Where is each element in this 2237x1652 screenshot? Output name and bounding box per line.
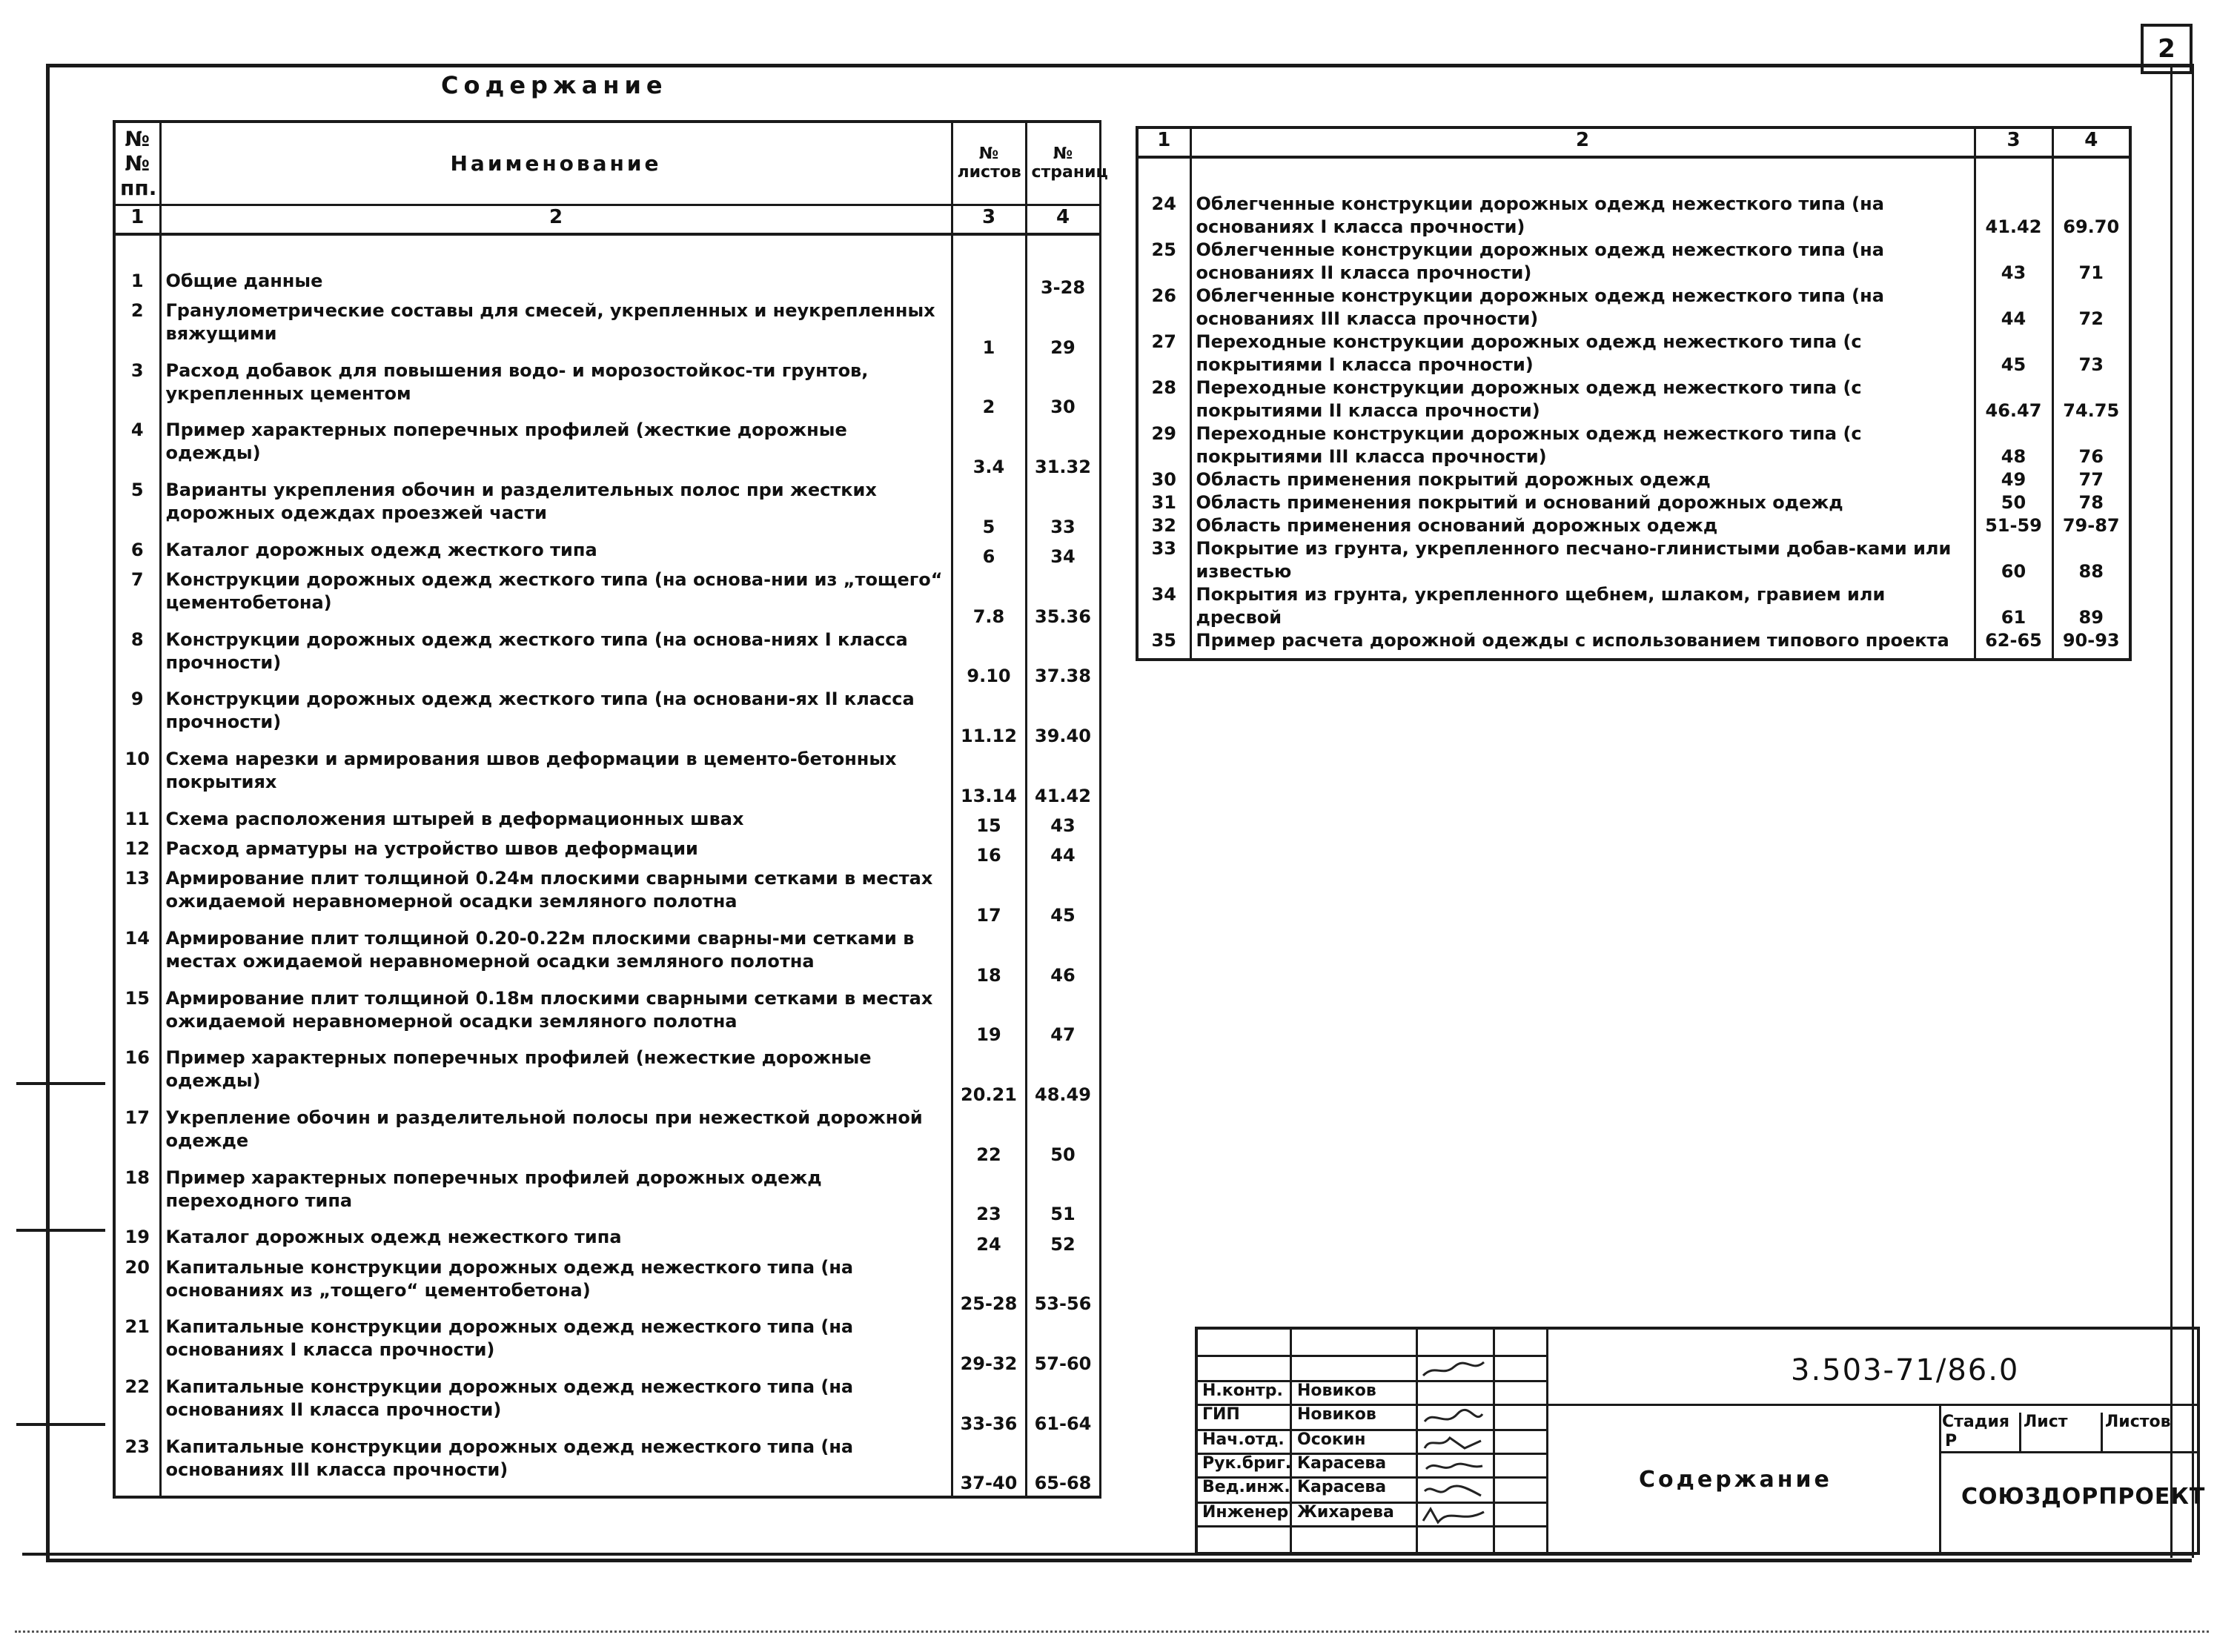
margin-tick [16, 1229, 105, 1232]
table-row [114, 987, 1100, 1047]
row-number: 18 [114, 1167, 160, 1227]
row-name: Облегченные конструкции дорожных одежд нежесткого типа (на основаниях III класса прочности) [1190, 285, 1975, 331]
row-sheets: 44 [1975, 285, 2052, 331]
row-number: 29 [1137, 422, 1190, 468]
table-row [1137, 285, 2130, 331]
row-name: Расход добавок для повышения водо- и морозостойкос-ти грунтов, укрепленных цементом [160, 359, 952, 419]
row-sheets: 9.10 [952, 628, 1026, 689]
row-sheets: 45 [1975, 331, 2052, 376]
row-pages: 33 [1026, 479, 1100, 539]
stamp-role: ГИП [1202, 1405, 1240, 1424]
col-header-pages: № страниц [1026, 122, 1100, 205]
row-number: 11 [114, 808, 160, 837]
row-pages: 88 [2052, 537, 2130, 583]
row-number: 13 [114, 867, 160, 927]
row-pages: 65-68 [1026, 1436, 1100, 1496]
row-number: 21 [114, 1316, 160, 1376]
row-sheets [952, 270, 1026, 299]
row-number: 30 [1137, 468, 1190, 491]
row-name: Общие данные [160, 270, 952, 299]
row-sheets: 25-28 [952, 1256, 1026, 1316]
table-row [1137, 193, 2130, 239]
document-code: 3.503-71/86.0 [1791, 1353, 2020, 1387]
stamp-divider [1416, 1330, 1418, 1552]
row-number: 32 [1137, 514, 1190, 537]
row-name: Конструкции дорожных одежд жесткого типа (на основани-ях II класса прочности) [160, 688, 952, 748]
stamp-divider [1493, 1330, 1495, 1552]
col-header-name: Наименование [160, 122, 952, 205]
empty-cell [1190, 652, 1975, 660]
table-filler-row [1137, 652, 2130, 660]
empty-cell [114, 1495, 160, 1497]
table-row [1137, 331, 2130, 376]
empty-cell [1137, 652, 1190, 660]
table-row [1137, 514, 2130, 537]
row-sheets: 1 [952, 299, 1026, 359]
row-sheets: 6 [952, 539, 1026, 568]
margin-tick [16, 1082, 105, 1085]
table-row [114, 1436, 1100, 1496]
row-name: Варианты укрепления обочин и разделительных полос при жестких дорожных одеждах проезжей части [160, 479, 952, 539]
row-name: Пример характерных поперечных профилей дорожных одежд переходного типа [160, 1167, 952, 1227]
row-pages: 69.70 [2052, 193, 2130, 239]
row-pages: 78 [2052, 491, 2130, 514]
row-sheets: 15 [952, 808, 1026, 837]
row-sheets: 29-32 [952, 1316, 1026, 1376]
row-name: Укрепление обочин и разделительной полосы при нежесткой дорожной одежде [160, 1107, 952, 1167]
row-sheets: 23 [952, 1167, 1026, 1227]
row-sheets: 20.21 [952, 1046, 1026, 1107]
table-row [114, 628, 1100, 689]
table-row [1137, 376, 2130, 422]
row-name: Облегченные конструкции дорожных одежд нежесткого типа (на основаниях I класса прочности) [1190, 193, 1975, 239]
signature-icon [1420, 1456, 1487, 1478]
stamp-name: Новиков [1297, 1405, 1376, 1424]
stamp-role: Рук.бриг. [1202, 1454, 1292, 1473]
row-name: Гранулометрические составы для смесей, укрепленных и неукрепленных вяжущими [160, 299, 952, 359]
row-name: Облегченные конструкции дорожных одежд нежесткого типа (на основаниях II класса прочности) [1190, 239, 1975, 285]
row-pages: 71 [2052, 239, 2130, 285]
row-pages: 41.42 [1026, 748, 1100, 808]
contents-table-left-body [114, 234, 1100, 1498]
row-pages: 79-87 [2052, 514, 2130, 537]
table-row [114, 1316, 1100, 1376]
col-number: 3 [952, 205, 1026, 234]
row-sheets: 33-36 [952, 1376, 1026, 1436]
row-name: Переходные конструкции дорожных одежд нежесткого типа (с покрытиями II класса прочности) [1190, 376, 1975, 422]
row-pages: 39.40 [1026, 688, 1100, 748]
row-number: 12 [114, 837, 160, 867]
margin-tick [16, 1423, 105, 1426]
row-name: Схема расположения штырей в деформационных швах [160, 808, 952, 837]
signature-icon [1420, 1505, 1487, 1527]
stamp-name: Новиков [1297, 1381, 1376, 1400]
row-number: 10 [114, 748, 160, 808]
row-number: 7 [114, 568, 160, 628]
col-header-sheets: № листов [952, 122, 1026, 205]
row-name: Пример характерных поперечных профилей (жесткие дорожные одежды) [160, 419, 952, 479]
col-number: 2 [160, 205, 952, 234]
row-pages: 35.36 [1026, 568, 1100, 628]
row-number: 1 [114, 270, 160, 299]
row-number: 35 [1137, 629, 1190, 652]
row-name: Переходные конструкции дорожных одежд нежесткого типа (с покрытиями I класса прочности) [1190, 331, 1975, 376]
table-row [114, 748, 1100, 808]
row-name: Армирование плит толщиной 0.24м плоскими сварными сетками в местах ожидаемой неравномерной осадки земляного полотна [160, 867, 952, 927]
sheets-total-label: Листов [2105, 1413, 2171, 1431]
table-row [1137, 468, 2130, 491]
row-sheets: 46.47 [1975, 376, 2052, 422]
stage-value: Р [1945, 1432, 1958, 1450]
table-row [114, 568, 1100, 628]
stamp-role: Нач.отд. [1202, 1430, 1285, 1449]
scan-edge-line [15, 1631, 2209, 1633]
table-row [114, 479, 1100, 539]
empty-cell [1975, 652, 2052, 660]
stamp-rule [1198, 1355, 1546, 1357]
col-number: 2 [1190, 127, 1975, 157]
col-number: 3 [1975, 127, 2052, 157]
row-name: Область применения оснований дорожных одежд [1190, 514, 1975, 537]
row-name: Каталог дорожных одежд нежесткого типа [160, 1226, 952, 1255]
row-pages: 34 [1026, 539, 1100, 568]
row-sheets: 37-40 [952, 1436, 1026, 1496]
row-name: Схема нарезки и армирования швов деформации в цементо-бетонных покрытиях [160, 748, 952, 808]
stage-sheet-grid [1939, 1413, 2197, 1451]
signature-icon [1420, 1358, 1487, 1380]
row-pages: 90-93 [2052, 629, 2130, 652]
table-row [114, 688, 1100, 748]
row-number: 24 [1137, 193, 1190, 239]
row-sheets: 3.4 [952, 419, 1026, 479]
row-sheets: 61 [1975, 583, 2052, 629]
contents-table-right-body [1137, 157, 2130, 660]
row-number: 27 [1137, 331, 1190, 376]
row-pages: 46 [1026, 927, 1100, 987]
row-name: Каталог дорожных одежд жесткого типа [160, 539, 952, 568]
row-sheets: 50 [1975, 491, 2052, 514]
table-row [1137, 537, 2130, 583]
row-number: 4 [114, 419, 160, 479]
row-name: Пример расчета дорожной одежды с использованием типового проекта [1190, 629, 1975, 652]
table-row [114, 270, 1100, 299]
row-number: 5 [114, 479, 160, 539]
row-number: 8 [114, 628, 160, 689]
row-sheets: 7.8 [952, 568, 1026, 628]
stamp-rule [1939, 1451, 2197, 1453]
row-sheets: 48 [1975, 422, 2052, 468]
row-pages: 37.38 [1026, 628, 1100, 689]
row-name: Расход арматуры на устройство швов деформации [160, 837, 952, 867]
row-sheets: 24 [952, 1226, 1026, 1255]
table-row [1137, 491, 2130, 514]
row-number: 19 [114, 1226, 160, 1255]
table-row [114, 867, 1100, 927]
row-name: Область применения покрытий дорожных одежд [1190, 468, 1975, 491]
row-name: Покрытия из грунта, укрепленного щебнем, шлаком, гравием или дресвой [1190, 583, 1975, 629]
empty-cell [952, 1495, 1026, 1497]
row-pages: 29 [1026, 299, 1100, 359]
col-header-number: №№ пп. [114, 122, 160, 205]
row-sheets: 19 [952, 987, 1026, 1047]
title-block [1195, 1327, 2206, 1555]
row-pages: 31.32 [1026, 419, 1100, 479]
table-row [114, 1167, 1100, 1227]
row-sheets: 13.14 [952, 748, 1026, 808]
row-sheets: 49 [1975, 468, 2052, 491]
row-pages: 44 [1026, 837, 1100, 867]
col-number: 4 [2052, 127, 2130, 157]
stamp-name: Осокин [1297, 1430, 1366, 1449]
table-row [114, 359, 1100, 419]
contents-table-left [113, 120, 1108, 1499]
table-row [114, 1046, 1100, 1107]
row-pages: 51 [1026, 1167, 1100, 1227]
sheet-number: 2 [2141, 24, 2193, 74]
row-name: Армирование плит толщиной 0.20-0.22м плоскими сварны-ми сетками в местах ожидаемой неравномерной осадки земляного полотна [160, 927, 952, 987]
col-number: 4 [1026, 205, 1100, 234]
table-row [114, 299, 1100, 359]
signature-icon [1420, 1479, 1487, 1502]
row-pages: 3-28 [1026, 270, 1100, 299]
row-sheets: 43 [1975, 239, 2052, 285]
row-number: 31 [1137, 491, 1190, 514]
stamp-role: Вед.инж. [1202, 1478, 1290, 1496]
row-pages: 50 [1026, 1107, 1100, 1167]
row-number: 28 [1137, 376, 1190, 422]
row-pages: 52 [1026, 1226, 1100, 1255]
row-sheets: 60 [1975, 537, 2052, 583]
row-pages: 43 [1026, 808, 1100, 837]
row-number: 17 [114, 1107, 160, 1167]
row-name: Армирование плит толщиной 0.18м плоскими сварными сетками в местах ожидаемой неравномерной осадки земляного полотна [160, 987, 952, 1047]
row-number: 22 [114, 1376, 160, 1436]
row-sheets: 62-65 [1975, 629, 2052, 652]
row-name: Конструкции дорожных одежд жесткого типа (на основа-нии из „тощего“ цементобетона) [160, 568, 952, 628]
row-pages: 61-64 [1026, 1376, 1100, 1436]
row-pages: 53-56 [1026, 1256, 1100, 1316]
table-row [114, 1376, 1100, 1436]
row-number: 20 [114, 1256, 160, 1316]
row-sheets: 2 [952, 359, 1026, 419]
row-name: Капитальные конструкции дорожных одежд нежесткого типа (на основаниях III класса прочности) [160, 1436, 952, 1496]
row-number: 25 [1137, 239, 1190, 285]
row-number: 3 [114, 359, 160, 419]
table-row [114, 837, 1100, 867]
row-pages: 45 [1026, 867, 1100, 927]
stamp-role: Инженер [1202, 1503, 1289, 1522]
row-pages: 57-60 [1026, 1316, 1100, 1376]
row-number: 33 [1137, 537, 1190, 583]
row-name: Покрытие из грунта, укрепленного песчано-глинистыми добав-ками или известью [1190, 537, 1975, 583]
row-pages: 74.75 [2052, 376, 2130, 422]
row-name: Капитальные конструкции дорожных одежд нежесткого типа (на основаниях II класса прочности) [160, 1376, 952, 1436]
row-sheets: 18 [952, 927, 1026, 987]
empty-cell [160, 1495, 952, 1497]
row-sheets: 51-59 [1975, 514, 2052, 537]
table-row [114, 539, 1100, 568]
col-number: 1 [1137, 127, 1190, 157]
row-name: Капитальные конструкции дорожных одежд нежесткого типа (на основаниях I класса прочности) [160, 1316, 952, 1376]
stamp-divider [1546, 1330, 1548, 1552]
table-row [1137, 422, 2130, 468]
row-sheets: 16 [952, 837, 1026, 867]
row-pages: 48.49 [1026, 1046, 1100, 1107]
empty-cell [2052, 652, 2130, 660]
signature-icon [1420, 1432, 1487, 1454]
table-row [114, 1256, 1100, 1316]
stamp-name: Жихарева [1297, 1503, 1394, 1522]
stamp-rule [1198, 1525, 1546, 1527]
table-row [114, 927, 1100, 987]
row-sheets: 17 [952, 867, 1026, 927]
row-number: 6 [114, 539, 160, 568]
contents-table-right [1136, 126, 2132, 661]
row-pages: 30 [1026, 359, 1100, 419]
row-sheets: 22 [952, 1107, 1026, 1167]
row-pages: 72 [2052, 285, 2130, 331]
row-name: Переходные конструкции дорожных одежд нежесткого типа (с покрытиями III класса прочности) [1190, 422, 1975, 468]
col-number: 1 [114, 205, 160, 234]
row-number: 9 [114, 688, 160, 748]
table-row [114, 419, 1100, 479]
row-pages: 77 [2052, 468, 2130, 491]
row-number: 2 [114, 299, 160, 359]
row-name: Капитальные конструкции дорожных одежд нежесткого типа (на основаниях из „тощего“ цементобетона) [160, 1256, 952, 1316]
row-pages: 76 [2052, 422, 2130, 468]
row-name: Пример характерных поперечных профилей (нежесткие дорожные одежды) [160, 1046, 952, 1107]
table-row [114, 1226, 1100, 1255]
stamp-name: Карасева [1297, 1454, 1387, 1473]
stamp-role: Н.контр. [1202, 1381, 1283, 1400]
row-name: Конструкции дорожных одежд жесткого типа (на основа-ниях I класса прочности) [160, 628, 952, 689]
row-number: 15 [114, 987, 160, 1047]
row-pages: 47 [1026, 987, 1100, 1047]
table-filler-row [114, 1495, 1100, 1497]
row-number: 23 [114, 1436, 160, 1496]
stamp-name: Карасева [1297, 1478, 1387, 1496]
page-title: Содержание [441, 71, 668, 99]
row-sheets: 41.42 [1975, 193, 2052, 239]
signature-icon [1420, 1407, 1487, 1429]
stamp-divider [1290, 1330, 1292, 1552]
stage-label: Стадия [1939, 1413, 2021, 1451]
row-name: Область применения покрытий и оснований дорожных одежд [1190, 491, 1975, 514]
row-number: 14 [114, 927, 160, 987]
table-row [1137, 239, 2130, 285]
table-row [1137, 583, 2130, 629]
row-sheets: 11.12 [952, 688, 1026, 748]
stamp-doc-title: Содержание [1639, 1467, 1832, 1493]
organization-name: СОЮЗДОРПРОЕКТ [1961, 1484, 2206, 1510]
row-number: 16 [114, 1046, 160, 1107]
table-row [1137, 629, 2130, 652]
empty-cell [1026, 1495, 1100, 1497]
sheet-label: Лист [2021, 1413, 2103, 1451]
row-sheets: 5 [952, 479, 1026, 539]
row-number: 34 [1137, 583, 1190, 629]
row-pages: 73 [2052, 331, 2130, 376]
row-number: 26 [1137, 285, 1190, 331]
table-row [114, 808, 1100, 837]
row-pages: 89 [2052, 583, 2130, 629]
table-row [114, 1107, 1100, 1167]
